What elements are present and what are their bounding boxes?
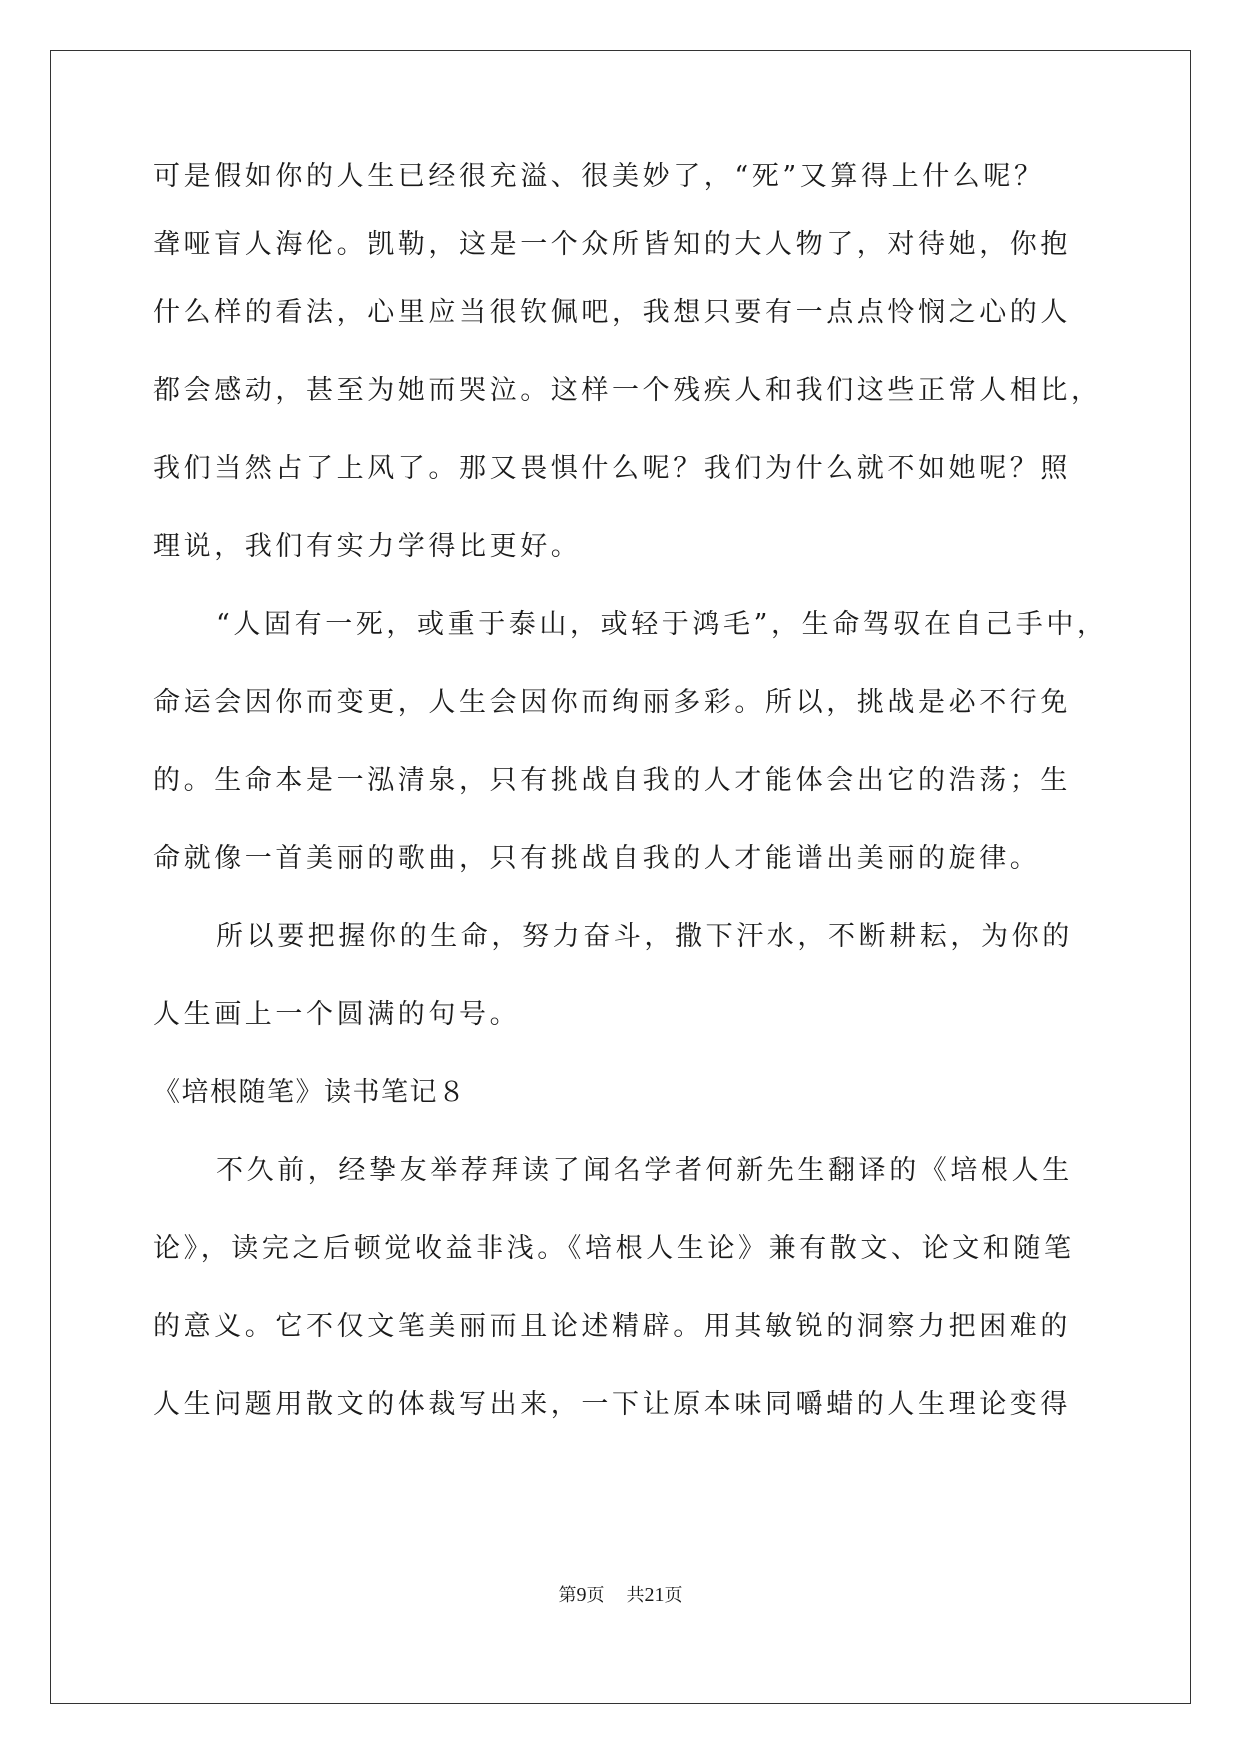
- text-line: 我们当然占了上风了。那又畏惧什么呢？我们为什么就不如她呢？照: [153, 453, 1071, 484]
- text-line: 命运会因你而变更，人生会因你而绚丽多彩。所以，挑战是必不行免: [153, 687, 1071, 718]
- section-heading: 《培根随笔》读书笔记８: [153, 1077, 467, 1108]
- footer-total-prefix: 共: [626, 1585, 645, 1606]
- text-line: 聋哑盲人海伦。凯勒，这是一个众所皆知的大人物了，对待她，你抱: [153, 229, 1071, 260]
- current-page-number: 9: [576, 1584, 587, 1606]
- footer-total-suffix: 页: [664, 1585, 683, 1606]
- text-line: “人固有一死，或重于泰山，或轻于鸿毛”，生命驾驭在自己手中，: [216, 609, 1108, 640]
- text-line: 可是假如你的人生已经很充溢、很美妙了，“死”又算得上什么呢？: [153, 161, 1045, 192]
- text-line: 的意义。它不仅文笔美丽而且论述精辟。用其敏锐的洞察力把困难的: [153, 1311, 1071, 1342]
- text-line: 理说，我们有实力学得比更好。: [153, 531, 582, 562]
- footer-prefix: 第: [558, 1585, 577, 1606]
- text-line: 命就像一首美丽的歌曲，只有挑战自我的人才能谱出美丽的旋律。: [153, 843, 1041, 874]
- text-line: 什么样的看法，心里应当很钦佩吧，我想只要有一点点怜悯之心的人: [153, 297, 1071, 328]
- footer-page-suffix: 页: [586, 1585, 605, 1606]
- text-line: 所以要把握你的生命，努力奋斗，撒下汗水，不断耕耘，为你的: [216, 921, 1073, 952]
- text-line: 论》，读完之后顿觉收益非浅。《培根人生论》兼有散文、论文和随笔: [153, 1233, 1075, 1264]
- page-footer: [0, 1583, 1241, 1608]
- text-line: 不久前，经挚友举荐拜读了闻名学者何新先生翻译的《培根人生: [216, 1155, 1073, 1186]
- text-line: 人生问题用散文的体裁写出来，一下让原本味同嚼蜡的人生理论变得: [153, 1389, 1071, 1420]
- text-line: 的。生命本是一泓清泉，只有挑战自我的人才能体会出它的浩荡；生: [153, 765, 1071, 796]
- text-line: 人生画上一个圆满的句号。: [153, 999, 521, 1030]
- total-pages-number: 21: [644, 1584, 665, 1606]
- text-line: 都会感动，甚至为她而哭泣。这样一个残疾人和我们这些正常人相比，: [153, 375, 1102, 406]
